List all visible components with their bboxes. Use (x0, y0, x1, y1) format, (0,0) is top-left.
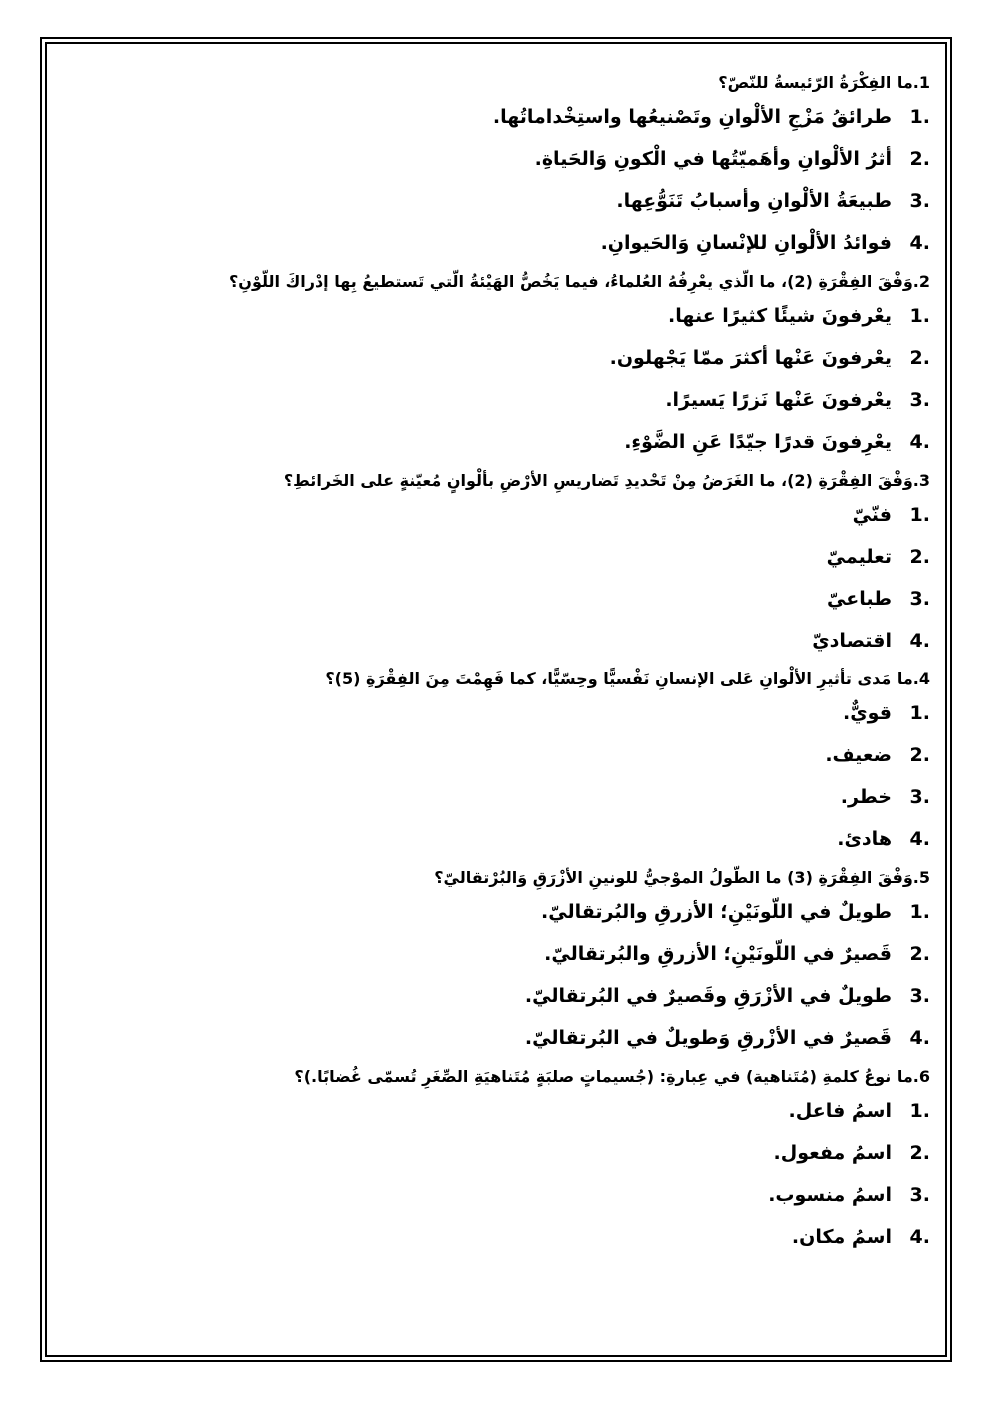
option-number: 4. (909, 1226, 930, 1248)
option[interactable] (60, 578, 930, 620)
option-number: 1. (909, 504, 930, 526)
question-text: ما مَدى تأثيرِ الألْوانِ عَلى الإنسانِ نَفْسيًّا وحِسّيًّا، كما فَهِمْتَ مِنَ الفِقْرَةِ (5)؟ (325, 669, 913, 688)
option-text: طويلٌ في الأزْرَقِ وقَصيرٌ في البُرتقاليّ. (524, 985, 892, 1007)
option-number: 1. (909, 305, 930, 327)
option-text: ضعيف. (825, 744, 892, 766)
option[interactable] (60, 1017, 930, 1059)
question-4 (60, 666, 930, 860)
option-number: 4. (909, 630, 930, 652)
option-text: قويٌّ. (843, 702, 892, 724)
question-number: 2. (912, 272, 930, 291)
option-number: 2. (909, 148, 930, 170)
option[interactable] (60, 138, 930, 180)
option-text: طويلٌ في اللّونَيْنِ؛ الأزرقِ والبُرتقاليّ. (541, 901, 892, 923)
option-text: فنّيّ (852, 504, 892, 526)
option-number: 2. (909, 943, 930, 965)
option-text: يعْرفونَ عَنْها أكثرَ ممّا يَجْهلون. (609, 347, 892, 369)
option-number: 4. (909, 232, 930, 254)
question-number: 3. (912, 471, 930, 490)
option-text: هادئ. (837, 828, 892, 850)
option-number: 3. (909, 1184, 930, 1206)
option-number: 2. (909, 744, 930, 766)
option-number: 2. (909, 347, 930, 369)
question-6 (60, 1064, 930, 1258)
option[interactable] (60, 494, 930, 536)
option-number: 2. (909, 546, 930, 568)
option-number: 1. (909, 1100, 930, 1122)
options-list (60, 295, 930, 463)
option[interactable] (60, 1216, 930, 1258)
question-text: ما نوعُ كلمةِ (مُتَناهية) في عِبارةِ: (جُسيماتٍ صلبَةٍ مُتَناهيَةِ الصِّغَرِ تُسمّى غُضابًا.)؟ (294, 1067, 913, 1086)
option-text: يعْرفونَ عَنْها نَزرًا يَسيرًا. (665, 389, 892, 411)
option[interactable] (60, 222, 930, 264)
option[interactable] (60, 933, 930, 975)
option-text: خطر. (840, 786, 892, 808)
quiz-content (60, 70, 930, 1258)
question-number: 4. (912, 669, 930, 688)
question-text: وَفْقَ الفِقْرَةِ (2)، ما الغَرَضُ مِنْ تَحْديدِ تَضاريسِ الأرْضِ بألْوانٍ مُعيّنةٍ على الخَرائطِ؟ (283, 471, 913, 490)
options-list (60, 891, 930, 1059)
option-text: تعليميّ (826, 546, 892, 568)
option-text: أثرُ الألْوانِ وأهَميّتُها في الْكونِ وَالحَياةِ. (534, 148, 892, 170)
question-title (60, 666, 930, 692)
option-number: 4. (909, 1027, 930, 1049)
option[interactable] (60, 818, 930, 860)
option[interactable] (60, 776, 930, 818)
option-number: 3. (909, 389, 930, 411)
options-list (60, 1090, 930, 1258)
option-text: اسمُ منسوب. (768, 1184, 892, 1206)
question-text: وَفْقَ الفِقْرَةِ (3) ما الطّولُ الموْجيُّ للونينِ الأزْرَقِ وَالبُرْتقاليّ؟ (434, 868, 913, 887)
question-number: 6. (912, 1067, 930, 1086)
question-3 (60, 468, 930, 662)
question-title (60, 70, 930, 96)
option[interactable] (60, 337, 930, 379)
option-number: 3. (909, 588, 930, 610)
question-text: ما الفِكْرَةُ الرّئيسةُ للنّصّ؟ (718, 73, 913, 92)
question-title (60, 468, 930, 494)
options-list (60, 494, 930, 662)
option-text: اسمُ مفعول. (773, 1142, 892, 1164)
question-5 (60, 865, 930, 1059)
option-number: 3. (909, 190, 930, 212)
option[interactable] (60, 620, 930, 662)
option-text: اسمُ فاعل. (788, 1100, 892, 1122)
option[interactable] (60, 891, 930, 933)
question-number: 5. (912, 868, 930, 887)
option[interactable] (60, 734, 930, 776)
option-number: 4. (909, 431, 930, 453)
option[interactable] (60, 421, 930, 463)
option[interactable] (60, 1090, 930, 1132)
option[interactable] (60, 1174, 930, 1216)
option[interactable] (60, 96, 930, 138)
question-number: 1. (912, 73, 930, 92)
option-number: 1. (909, 106, 930, 128)
option-text: اقتصاديّ (812, 630, 892, 652)
option-text: طباعيّ (827, 588, 892, 610)
option[interactable] (60, 180, 930, 222)
options-list (60, 96, 930, 264)
option-number: 1. (909, 702, 930, 724)
option-text: اسمُ مكان. (791, 1226, 892, 1248)
question-2 (60, 269, 930, 463)
option-text: قَصيرٌ في اللّونَيْنِ؛ الأزرقِ والبُرتقاليّ. (544, 943, 892, 965)
option-number: 3. (909, 985, 930, 1007)
option-text: طبيعَةُ الألْوانِ وأسبابُ تَنَوُّعِها. (616, 190, 892, 212)
options-list (60, 692, 930, 860)
option-text: طرائقُ مَزْجِ الألْوانِ وتَصْنيعُها واستِخْداماتُها. (492, 106, 892, 128)
option[interactable] (60, 1132, 930, 1174)
option-number: 1. (909, 901, 930, 923)
option[interactable] (60, 975, 930, 1017)
option-text: فوائدُ الألْوانِ للإنْسانِ وَالحَيوانِ. (600, 232, 892, 254)
option[interactable] (60, 692, 930, 734)
question-title (60, 865, 930, 891)
question-title (60, 1064, 930, 1090)
option[interactable] (60, 295, 930, 337)
option-text: يعْرفونَ شيئًا كثيرًا عنها. (668, 305, 892, 327)
question-1 (60, 70, 930, 264)
option[interactable] (60, 536, 930, 578)
question-text: وَفْقَ الفِقْرَةِ (2)، ما الّذي يعْرِفُهُ العُلماءُ، فيما يَخُصُّ الهَيْئةُ الّتي تَستطيعُ بِها إدْراكَ اللّوْنِ؟ (229, 272, 913, 291)
question-title (60, 269, 930, 295)
option-number: 4. (909, 828, 930, 850)
option-text: يعْرِفونَ قدرًا جيّدًا عَنِ الضَّوْءِ. (624, 431, 892, 453)
option[interactable] (60, 379, 930, 421)
option-number: 3. (909, 786, 930, 808)
option-number: 2. (909, 1142, 930, 1164)
option-text: قَصيرٌ في الأزْرقِ وَطويلٌ في البُرتقاليّ. (524, 1027, 892, 1049)
